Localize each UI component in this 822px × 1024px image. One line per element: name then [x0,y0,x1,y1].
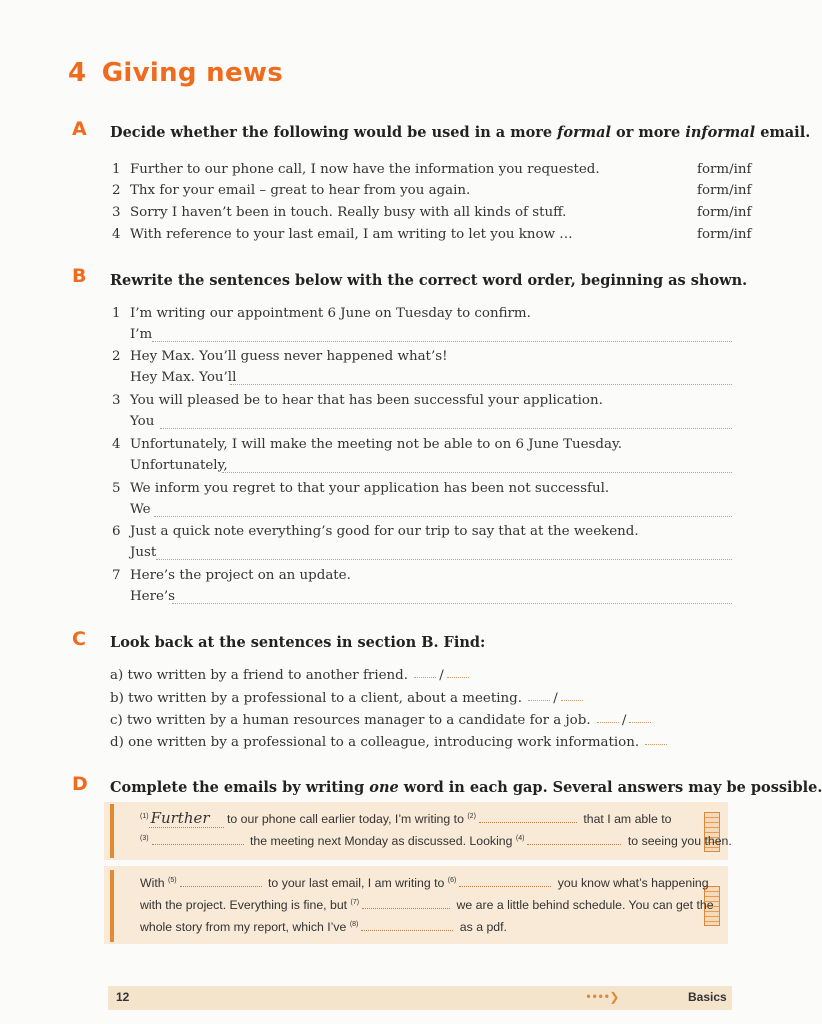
email-box-2 [104,866,728,944]
section-b-instruction: Rewrite the sentences below with the correct word order, beginning as shown. [110,272,748,289]
section-b-item: 1 I’m writing our appointment 6 June on Tuesday to confirm. I’m [112,306,732,348]
section-a-item: 1 Further to our phone call, I now have the information you requested. form/inf [112,162,752,177]
section-c-item: a) two written by a friend to another friend. / [110,668,471,683]
section-b-item: 6 Just a quick note everything’s good for our trip to say that at the weekend. Just [112,524,732,566]
answer-line[interactable] [172,603,732,604]
email-1-line-1: $^{(1)}$ Further to our phone call earlier today, I’m writing to $^{(2)}$ that I am able to [140,809,672,827]
section-b-letter: B [72,265,87,287]
example-answer: Further [149,809,224,828]
answer-line[interactable] [230,384,732,385]
section-b-item: 3 You will pleased be to hear that has been successful your application. You [112,393,732,435]
footer-bar [108,986,732,1010]
unit-title: Giving news [101,58,283,88]
answer-slot[interactable]: / [526,691,585,706]
form-inf-choice[interactable]: form/inf [697,162,752,177]
answer-slot[interactable]: / [595,713,654,728]
answer-line[interactable] [152,341,732,342]
section-a-instruction: Decide whether the following would be used in a more formal or more informal email. [110,124,811,141]
section-c-item: c) two written by a human resources manager to a candidate for a job. / [110,713,653,728]
section-b-item: 7 Here’s the project on an update. Here’s [112,568,732,610]
section-b-item: 4 Unfortunately, I will make the meeting not be able to on 6 June Tuesday. Unfortunately, [112,437,732,479]
gap-4[interactable] [527,843,621,845]
form-inf-choice[interactable]: form/inf [697,183,752,198]
gap-2[interactable] [479,821,577,823]
answer-line[interactable] [222,472,732,473]
section-a-item: 4 With reference to your last email, I am writing to let you know … form/inf [112,227,752,242]
section-a-letter: A [72,118,87,140]
section-d-letter: D [72,773,88,795]
arrow-icon: ••••❯ [585,990,619,1004]
section-d-instruction: Complete the emails by writing one word in each gap. Several answers may be possible. [110,779,822,796]
section-b-item: 2 Hey Max. You’ll guess never happened what’s! Hey Max. You’ll [112,349,732,391]
answer-line[interactable] [154,516,732,517]
form-inf-choice[interactable]: form/inf [697,205,752,220]
section-b-item: 5 We inform you regret to that your application has been not successful. We [112,481,732,523]
gap-3[interactable] [152,843,244,845]
unit-number: 4 [68,58,87,88]
email-2-line-2: with the project. Everything is fine, but $^{(7)}$ we are a little behind schedule. You can get the [140,898,714,912]
page-number: 12 [116,990,130,1004]
gap-6[interactable] [459,885,551,887]
footer-label: Basics [688,990,727,1004]
answer-slot[interactable]: / [412,668,471,683]
gap-7[interactable] [362,907,450,909]
email-box-1 [104,802,732,860]
gap-5[interactable] [180,885,262,887]
answer-slot[interactable] [643,735,669,750]
email-2-line-3: whole story from my report, which I’ve $^{(8)}$ as a pdf. [140,920,507,934]
email-2-line-1: With $^{(5)}$ to your last email, I am writing to $^{(6)}$ you know what’s happening [140,876,709,890]
section-a-item: 3 Sorry I haven’t been in touch. Really busy with all kinds of stuff. form/inf [112,205,752,220]
answer-line[interactable] [160,428,732,429]
section-c-item: d) one written by a professional to a colleague, introducing work information. [110,735,669,750]
page-title [68,58,283,88]
section-c-letter: C [72,628,86,650]
section-c-item: b) two written by a professional to a client, about a meeting. / [110,691,585,706]
email-bar [110,804,114,858]
section-c-instruction: Look back at the sentences in section B. Find: [110,634,486,651]
section-a-item: 2 Thx for your email – great to hear from you again. form/inf [112,183,752,198]
email-bar [110,870,114,942]
email-1-line-2: $^{(3)}$ the meeting next Monday as discussed. Looking $^{(4)}$ to seeing you then. [140,834,732,848]
form-inf-choice[interactable]: form/inf [697,227,752,242]
gap-8[interactable] [361,929,453,931]
answer-line[interactable] [156,559,732,560]
